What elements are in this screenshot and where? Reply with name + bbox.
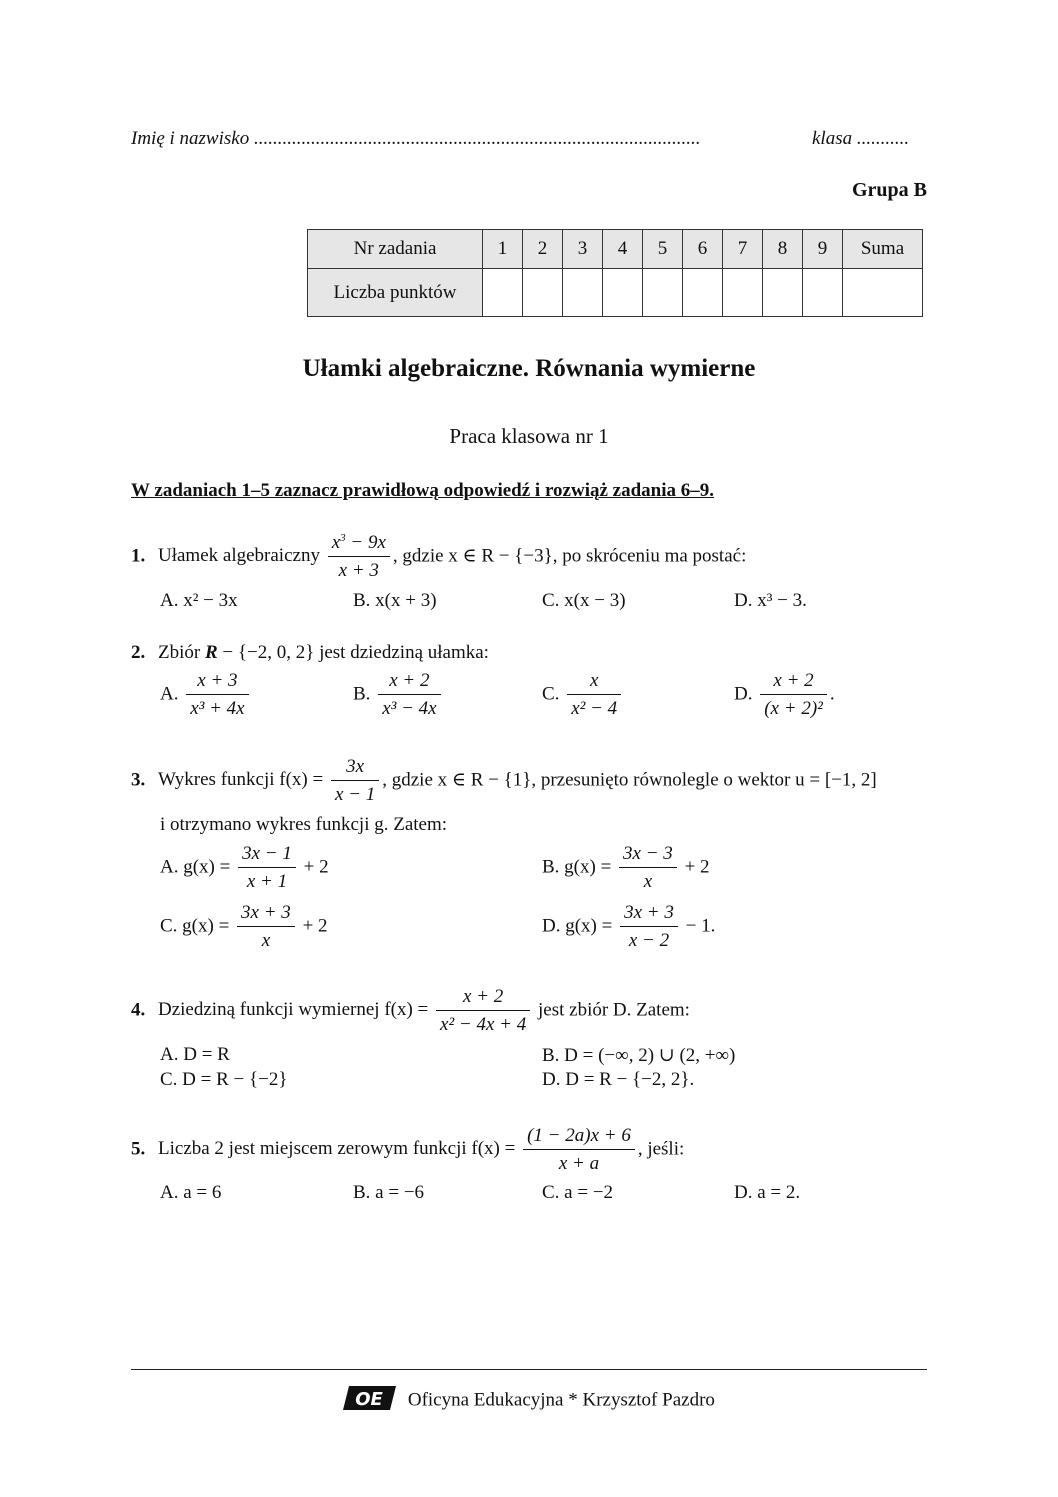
- frac-den: x − 2: [628, 930, 670, 951]
- name-field[interactable]: [131, 128, 700, 150]
- page-subtitle: Praca klasowa nr 1: [449, 424, 609, 448]
- score-col-sum: Suma: [843, 230, 923, 269]
- option-label: B.: [353, 683, 371, 705]
- frac-num: x + 2: [378, 670, 440, 695]
- score-col-2: 2: [523, 230, 563, 269]
- question-text: Ułamek algebraiczny: [158, 545, 320, 567]
- q1-option-b[interactable]: B. x(x + 3): [353, 590, 437, 611]
- score-cell-sum[interactable]: [843, 269, 923, 317]
- option-tail: + 2: [302, 915, 328, 937]
- class-dots: ...........: [856, 128, 910, 149]
- q3-option-a[interactable]: [160, 843, 329, 893]
- option-label: D.: [734, 683, 753, 705]
- score-cell[interactable]: [563, 269, 603, 317]
- option-label: B. g(x) =: [542, 856, 612, 878]
- q5-option-d[interactable]: D. a = 2.: [734, 1182, 801, 1203]
- option-tail: + 2: [684, 856, 710, 878]
- fraction: $\frac{x^3 - 9x}{x + 3}$: [328, 532, 390, 582]
- option-label: C.: [542, 683, 560, 705]
- score-cell[interactable]: [763, 269, 803, 317]
- q5-option-b[interactable]: B. a = −6: [353, 1182, 425, 1203]
- frac-num: x + 2: [760, 670, 827, 695]
- question-text: jest zbiór D. Zatem:: [538, 999, 690, 1021]
- q3-option-d[interactable]: [542, 902, 715, 952]
- q2-option-d[interactable]: [734, 670, 835, 720]
- score-cell[interactable]: [483, 269, 523, 317]
- publisher-logo-icon: [343, 1385, 397, 1417]
- q2-option-b[interactable]: [353, 670, 444, 720]
- q2-option-c[interactable]: [542, 670, 624, 720]
- frac-num: x + 3: [186, 670, 248, 695]
- frac-den: x² − 4x + 4: [440, 1014, 527, 1035]
- question-4: [131, 986, 690, 1036]
- question-1: [131, 532, 746, 582]
- score-cell[interactable]: [683, 269, 723, 317]
- svg-text:OE: OE: [355, 1389, 383, 1410]
- q3-option-c[interactable]: [160, 902, 328, 952]
- class-label: klasa: [812, 128, 853, 149]
- frac-den: x³ + 4x: [190, 698, 245, 719]
- score-table: [307, 229, 923, 317]
- q1-option-a[interactable]: A. x² − 3x: [160, 590, 238, 611]
- set-symbol: R: [204, 642, 218, 663]
- question-number: 3.: [131, 769, 146, 791]
- option-tail: + 2: [303, 856, 329, 878]
- score-row1-label: Nr zadania: [308, 230, 483, 269]
- q4-option-c[interactable]: C. D = R − {−2}: [160, 1069, 288, 1090]
- score-table-header-row: [308, 230, 923, 269]
- question-text: Wykres funkcji f(x) =: [158, 769, 324, 791]
- frac-num: x: [331, 532, 341, 553]
- option-tail: − 1.: [685, 915, 716, 937]
- frac-num: 3x + 3: [237, 902, 295, 927]
- frac-den: x: [261, 930, 271, 951]
- name-dots: ..............................................................................................: [253, 128, 701, 149]
- score-cell[interactable]: [803, 269, 843, 317]
- question-text: − {−2, 0, 2} jest dziedziną ułamka:: [217, 642, 489, 663]
- question-3: [131, 756, 877, 806]
- frac-num: 3x − 3: [619, 843, 677, 868]
- question-text: , gdzie x ∈ R − {1}, przesunięto równolegle o wektor u = [−1, 2]: [382, 769, 877, 791]
- score-col-9: 9: [803, 230, 843, 269]
- score-col-5: 5: [643, 230, 683, 269]
- q1-option-c[interactable]: C. x(x − 3): [542, 590, 626, 611]
- q2-option-a[interactable]: [160, 670, 252, 720]
- footer: [0, 1385, 1058, 1417]
- option-label: A.: [160, 683, 179, 705]
- instruction: W zadaniach 1–5 zaznacz prawidłową odpowiedź i rozwiąż zadania 6–9.: [131, 480, 715, 501]
- q3-option-b[interactable]: [542, 843, 710, 893]
- question-3-line2: i otrzymano wykres funkcji g. Zatem:: [160, 814, 448, 835]
- option-label: A. g(x) =: [160, 856, 231, 878]
- score-cell[interactable]: [523, 269, 563, 317]
- score-row2-label: Liczba punktów: [308, 269, 483, 317]
- frac-den: x + 3: [338, 560, 379, 581]
- question-text: Liczba 2 jest miejscem zerowym funkcji f(x) =: [158, 1138, 516, 1160]
- q5-option-a[interactable]: A. a = 6: [160, 1182, 222, 1203]
- q4-option-b[interactable]: B. D = (−∞, 2) ∪ (2, +∞): [542, 1045, 736, 1066]
- question-text: Dziedziną funkcji wymiernej f(x) =: [158, 999, 429, 1021]
- footer-divider: [131, 1369, 927, 1370]
- score-col-4: 4: [603, 230, 643, 269]
- frac-den: x² − 4: [571, 698, 618, 719]
- page-title: Ułamki algebraiczne. Równania wymierne: [302, 355, 756, 382]
- score-table-points-row: [308, 269, 923, 317]
- score-cell[interactable]: [723, 269, 763, 317]
- frac-num: x: [567, 670, 621, 695]
- option-label: D. g(x) =: [542, 915, 613, 937]
- frac-den: x − 1: [334, 784, 376, 805]
- q5-option-c[interactable]: C. a = −2: [542, 1182, 614, 1203]
- question-text: , gdzie x ∈ R − {−3}, po skróceniu ma postać:: [392, 545, 747, 567]
- frac-num: x + 2: [436, 986, 530, 1011]
- question-5: [131, 1125, 684, 1175]
- frac-den: x + a: [558, 1153, 600, 1174]
- name-label: Imię i nazwisko: [131, 128, 250, 149]
- score-col-6: 6: [683, 230, 723, 269]
- score-cell[interactable]: [603, 269, 643, 317]
- score-col-8: 8: [763, 230, 803, 269]
- footer-text: Oficyna Edukacyjna * Krzysztof Pazdro: [407, 1389, 715, 1411]
- frac-num: (1 − 2a)x + 6: [523, 1125, 635, 1150]
- question-number: 4.: [131, 999, 146, 1021]
- frac-den: x³ − 4x: [382, 698, 437, 719]
- question-number: 5.: [131, 1138, 146, 1160]
- frac-den: x + 1: [246, 871, 288, 892]
- frac-num: − 9x: [345, 532, 386, 553]
- score-col-3: 3: [563, 230, 603, 269]
- q1-option-d[interactable]: D. x³ − 3.: [734, 590, 807, 611]
- q4-option-d[interactable]: D. D = R − {−2, 2}.: [542, 1069, 695, 1090]
- score-col-7: 7: [723, 230, 763, 269]
- score-cell[interactable]: [643, 269, 683, 317]
- question-2: [131, 642, 489, 664]
- score-col-1: 1: [483, 230, 523, 269]
- q4-option-a[interactable]: A. D = R: [160, 1044, 230, 1065]
- class-field[interactable]: [812, 128, 909, 150]
- option-end: .: [829, 683, 835, 705]
- question-text: Zbiór: [158, 642, 201, 663]
- question-number: 2.: [131, 642, 146, 663]
- frac-den: x: [643, 871, 653, 892]
- frac-den: (x + 2)²: [764, 698, 823, 719]
- option-label: C. g(x) =: [160, 915, 230, 937]
- frac-num: 3x + 3: [620, 902, 678, 927]
- question-number: 1.: [131, 545, 146, 567]
- group-label: Grupa B: [851, 179, 927, 201]
- frac-num: 3x − 1: [238, 843, 296, 868]
- question-text: , jeśli:: [637, 1138, 685, 1160]
- frac-num: 3x: [331, 756, 379, 781]
